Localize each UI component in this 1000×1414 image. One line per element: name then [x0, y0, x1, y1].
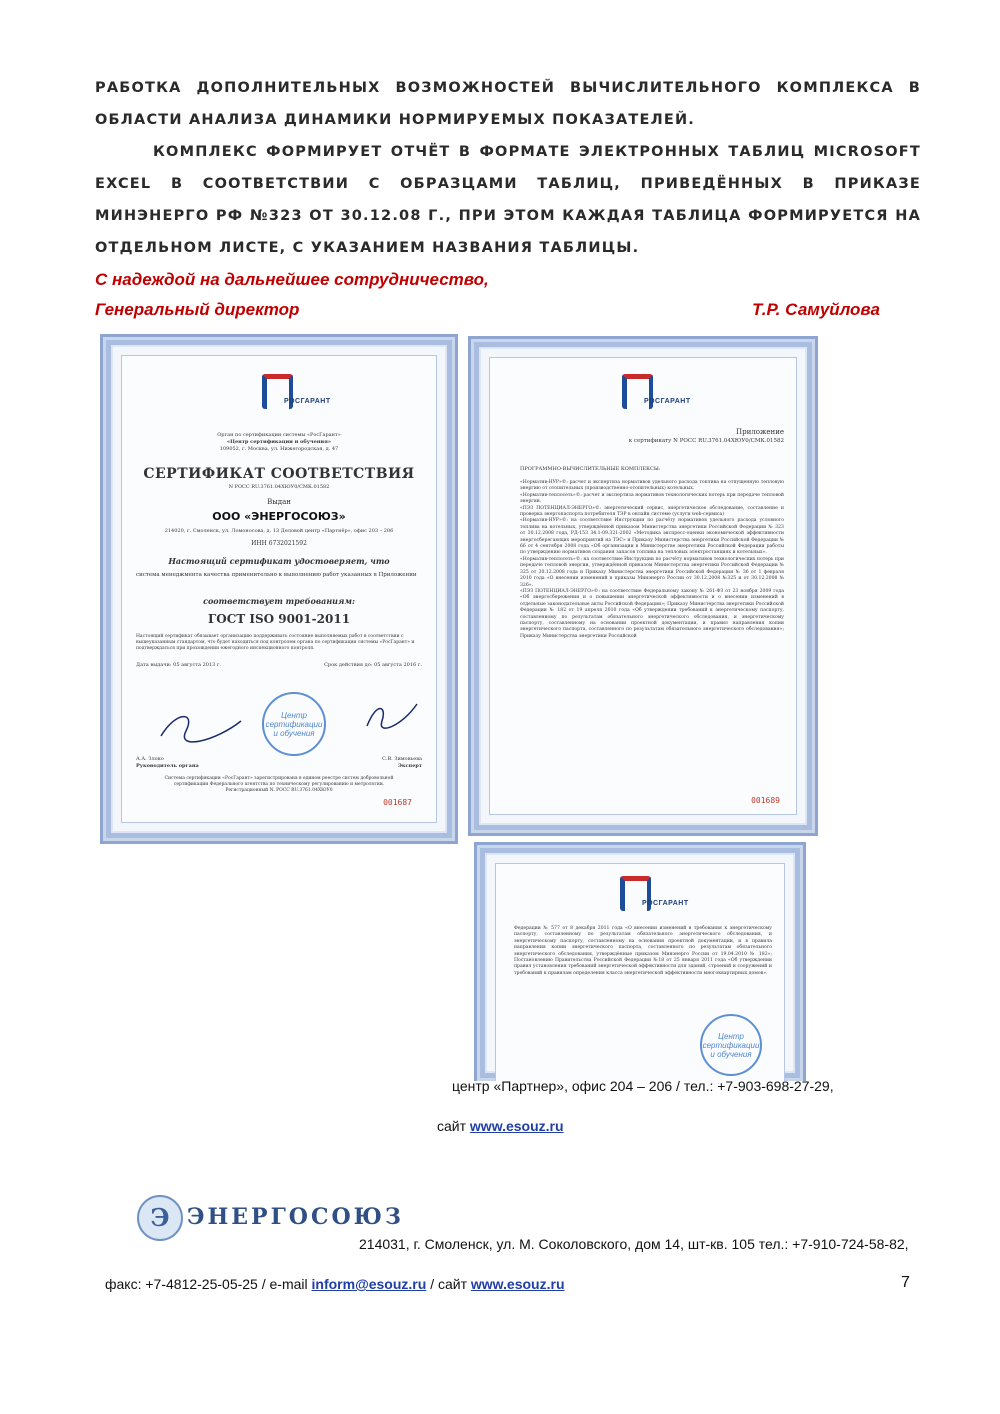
cert1-signature-right [362, 696, 422, 736]
cert2-appendix: Приложение [736, 428, 784, 436]
cert1-signature-left [156, 706, 246, 746]
cert1-certifies: Настоящий сертификат удостоверяет, что [168, 556, 390, 566]
partial-address-line: центр «Партнер», офис 204 – 206 / тел.: +7-903-698-27-29, [452, 1078, 834, 1094]
certificate-continuation [474, 842, 806, 1081]
closing-line: С надеждой на дальнейшее сотрудничество, [95, 270, 489, 289]
cert2-item: «Норматив-теплосеть»©: расчет и экспертиза нормативов технологических потерь при передаче тепловой энергии. [520, 492, 784, 505]
footer-contacts [105, 1276, 565, 1292]
cert2-heading: ПРОГРАММНО-ВЫЧИСЛИТЕЛЬНЫЕ КОМПЛЕКСЫ: [520, 466, 661, 472]
cert2-item: «Норматив-НУР»©: на соответствие Инструкции по расчёту нормативов удельного расхода условного топлива на котельных, утверждённой приказом Министерства энергетики Российской Федерации № 323 от 30.12.2008 года, РД-153 34.1-09.321-2002 «Методика экспресс-оценки экономической эффективности энергосберегающих мероприятий на ТЭС» и Приказу Министерства энергетики Российской Федерации № 66 от 4 сентября 2008 года «Об организации в Министерстве энергетики Российской Федерации работы по утверждению нормативов создания запасов топлива на тепловых электростанциях и котельных». [520, 518, 784, 556]
page-number: 7 [901, 1274, 910, 1291]
cert1-org: Орган по сертификации системы «РосГарант» [217, 432, 341, 438]
cert1-signer-left-name: А.А. Злоко [136, 756, 164, 762]
cert1-note: Настоящий сертификат обязывает организацию поддерживать состояние выполняемых работ в соответствии с вышеуказанным стандартом, что будет находиться под контролем органа по сертификации системы «РосГарант» и подтверждаться при прохождении ежегодного инспекционного контроля. [136, 634, 415, 651]
cert3-stamp: Центр сертификации и обучения [700, 1014, 762, 1076]
cert1-signer-right-role: Эксперт [397, 763, 422, 769]
footer-site-link[interactable]: www.esouz.ru [470, 1276, 565, 1292]
cert1-scope: система менеджмента качества применительно к выполнению работ указанных в Приложении [136, 572, 417, 578]
cert1-issued-label: Выдан [267, 498, 291, 506]
logo-emblem-icon [133, 1192, 187, 1244]
cert1-org-address: 109052, г. Москва, ул. Нижегородская, д. 47 [219, 446, 339, 452]
certificate-appendix [468, 336, 818, 836]
cert1-stamp: Центр сертификации и обучения [262, 692, 326, 756]
cert1-company: ООО «ЭНЕРГОСОЮЗ» [212, 510, 346, 523]
cert1-company-address: 214020, г. Смоленск, ул. Ломоносова, д. 13 Деловой центр «Партнёр», офис 203 – 206 [164, 528, 394, 534]
site-line [437, 1118, 564, 1134]
fax-text: факс: +7-4812-25-05-25 / e-mail [105, 1276, 308, 1292]
cert1-inn: ИНН 6732021592 [251, 540, 307, 547]
energosoyuz-logo [133, 1192, 404, 1244]
site-prefix: / сайт [430, 1276, 467, 1292]
cert1-serial: 001687 [383, 798, 412, 807]
cert2-appendix-ref: к сертификату N РОСС RU.3761.04ХЮУ0/СМК.01582 [628, 438, 784, 444]
cert2-item: «Норматив-теплосеть»©: на соответствие Инструкции по расчёту нормативов технологических потерь при передаче тепловой энергии, утверждённой приказом Министерства энергетики Российской Федерации № 325 от 30.12.2008 года и Приказу Министерства энергетики Российской Федерации № 36 от 1 февраля 2010 года «О внесении изменений в приказы Минэнерго России от 30.12.2008 №325 и от 30.12.2008 № 326». [520, 556, 784, 588]
cert1-signer-left-role: Руководитель органа [136, 763, 199, 769]
signature-name: Т.Р. Самуйлова [752, 300, 880, 319]
logo-text: ЭНЕРГОСОЮЗ [187, 1204, 404, 1230]
cert1-registry: Система сертификации «РосГарант» зарегистрирована в едином реестре систем добровольной сертификации Федерального агентства по техническому регулированию и метрологии. Регистрационный N. РОСС RU.3761.04ХЮУ0 [164, 776, 394, 793]
cert1-signer-right-name: С.В. Зимовьева [382, 756, 422, 762]
cert1-valid-until: Срок действия до: 05 августа 2016 г. [324, 662, 422, 668]
cert1-standard: ГОСТ ISO 9001-2011 [207, 612, 351, 626]
paragraph-1: РАБОТКА ДОПОЛНИТЕЛЬНЫХ ВОЗМОЖНОСТЕЙ ВЫЧИСЛИТЕЛЬНОГО КОМПЛЕКСА В ОБЛАСТИ АНАЛИЗА ДИНАМИКИ НОРМИРУЕМЫХ ПОКАЗАТЕЛЕЙ. [95, 80, 921, 128]
paragraph-2: КОМПЛЕКС ФОРМИРУЕТ ОТЧЁТ В ФОРМАТЕ ЭЛЕКТРОННЫХ ТАБЛИЦ MICROSOFT EXCEL В СООТВЕТСТВИИ С ОБРАЗЦАМИ ТАБЛИЦ, ПРИВЕДЁННЫХ В ПРИКАЗЕ МИНЭНЕРГО РФ №323 ОТ 30.12.08 Г., ПРИ ЭТОМ КАЖДАЯ ТАБЛИЦА ФОРМИРУЕТСЯ НА ОТДЕЛЬНОМ ЛИСТЕ, С УКАЗАНИЕМ НАЗВАНИЯ ТАБЛИЦЫ. [95, 144, 921, 256]
email-link[interactable]: inform@esouz.ru [311, 1276, 427, 1292]
footer-address: 214031, г. Смоленск, ул. М. Соколовского, дом 14, шт-кв. 105 тел.: +7-910-724-58-82, [359, 1236, 909, 1252]
certificate-main [100, 334, 458, 844]
cert1-issue-date: Дата выдачи: 05 августа 2013 г. [136, 662, 222, 668]
cert2-item: «Норматив-НУР»©: расчет и экспертиза нормативов удельного расхода топлива на отпущенную тепловую энергию от отопительных (производственно-отопительных) котельных. [520, 480, 784, 492]
site-link[interactable]: www.esouz.ru [469, 1118, 564, 1134]
rosgarant-logo: РОСГАРАНТ [622, 374, 686, 414]
cert2-items [520, 480, 784, 640]
cert2-item: «ПЭЗ ПОТЕНЦИАЛ-ЭНЕРГО»©: на соответствие Федеральному закону № 261-ФЗ от 23 ноября 2009 года «Об энергосбережении и о повышении энергетической эффективности и о внесении изменений в отдельные законодательные акты Российской Федерации»; Приказу Министерства энергетики Российской Федерации № 182 от 19 апреля 2010 года «Об утверждении требований к энергетическому паспорту, составленному по результатам обязательного энергетического обследования, и энергетическому паспорту, составленному на основании проектной документации, и правил направления копии энергетического паспорта, составленного по результатам обязательного энергетического обследования»; Приказу Министерства энергетики Российской [520, 588, 784, 639]
cert2-serial: 001689 [751, 796, 780, 805]
svg-text:Э: Э [150, 1203, 170, 1232]
cert1-org-name: «Центр сертификации и обучения» [227, 439, 331, 445]
rosgarant-logo: РОСГАРАНТ [620, 876, 684, 916]
signature-position: Генеральный директор [95, 300, 300, 319]
site-prefix: сайт [437, 1118, 467, 1134]
rosgarant-logo: РОСГАРАНТ [262, 374, 326, 414]
cert2-item: «ПЭЗ ПОТЕНЦИАЛ-ЭНЕРГО»©: энергетический сервис, энергетическое обследование, составление и проверка энергопаспорта потребителя ТЭР в онлайн системе (услуги web-сервиса) [520, 505, 784, 518]
cert1-reg: N РОСС RU.3761.04ХЮУ0/СМК.01582 [228, 484, 330, 490]
cert1-title: СЕРТИФИКАТ СООТВЕТСТВИЯ [143, 466, 415, 482]
cert1-complies: соответствует требованиям: [203, 596, 355, 606]
cert3-text: Федерации № 577 от 8 декабря 2011 года «О внесении изменений в требования к энергетическому паспорту, составленному по результатам обязательного энергетического обследования, и энергетическому паспорту, составленному на основании проектной документации, и в правила направления копии энергетического паспорта, составленного по результатам обязательного энергетического обследования, утверждённые приказом Минэнерго России от 19.04.2010 № 182»; Постановлению Правительства Российской Федерации №18 от 25 января 2011 года «Об утверждении правил установления требований энергетической эффективности для зданий, строений и сооружений и требований к правилам определения класса энергетической эффективности многоквартирных домов». [514, 926, 772, 976]
